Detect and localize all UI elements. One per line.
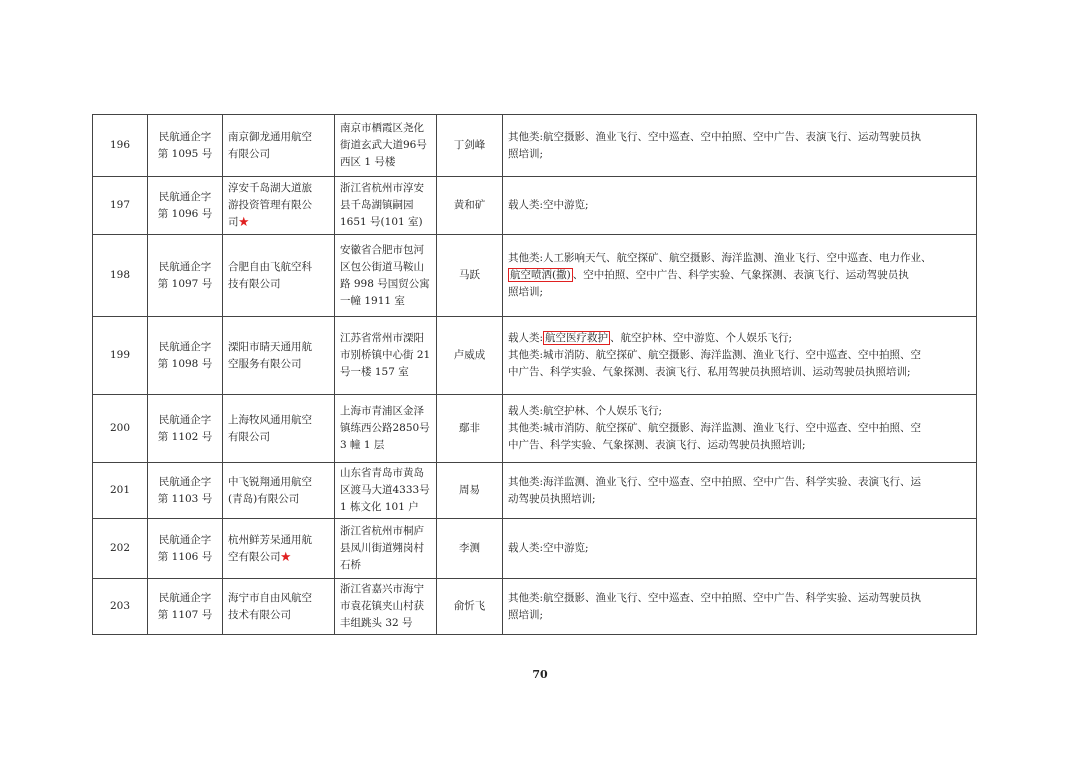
scope-text: 其他类:海洋监测、渔业飞行、空中巡查、空中拍照、空中广告、科学实验、表演飞行、运: [508, 475, 922, 488]
address-line: 市别桥镇中心街 21: [340, 349, 431, 361]
table-row: [93, 177, 977, 235]
table-body: [93, 115, 977, 635]
star-icon: ★: [280, 550, 291, 563]
legal-representative: 卢威成: [437, 317, 503, 395]
scope-text: 照培训;: [508, 608, 544, 621]
permit-line: 第 1103 号: [157, 492, 213, 505]
address-line: 南京市栖霞区尧化: [340, 122, 424, 134]
address-line: 街道玄武大道96号: [340, 139, 427, 151]
scope-text: 载人类:空中游览;: [508, 199, 589, 211]
company-line: 淳安千岛湖大道旅: [228, 182, 312, 194]
business-scope: [503, 519, 977, 579]
scope-line: [508, 197, 971, 214]
scope-text: 中广告、科学实验、气象探测、表演飞行、运动驾驶员执照培训;: [508, 439, 806, 451]
business-scope: [503, 115, 977, 177]
legal-representative: 李测: [437, 519, 503, 579]
company-line: 海宁市自由风航空: [228, 591, 312, 604]
company-line: 溧阳市睛天通用航: [228, 340, 312, 353]
company-line: 合肥自由飞航空科: [228, 260, 312, 273]
permit-line: 第 1095 号: [157, 147, 213, 160]
business-scope: [503, 235, 977, 317]
address-line: 县凤川街道翙岗村: [340, 542, 424, 554]
row-number: 202: [93, 519, 148, 579]
address-line: 区包公街道马鞍山: [340, 260, 424, 273]
scope-line: [508, 330, 971, 347]
company-line: 技有限公司: [228, 277, 281, 290]
company-table: [92, 114, 977, 635]
table-row: [93, 395, 977, 463]
highlight-box: 航空医疗救护: [545, 332, 609, 344]
scope-text: 其他类:航空摄影、渔业飞行、空中巡查、空中拍照、空中广告、表演飞行、运动驾驶员执: [508, 130, 922, 143]
scope-line: [508, 347, 971, 364]
company-line: 技术有限公司: [228, 608, 291, 621]
star-icon: ★: [238, 216, 249, 228]
address-line: 1651 号(101 室): [340, 216, 423, 228]
row-number: 196: [93, 115, 148, 177]
scope-line: [508, 250, 971, 267]
table-row: [93, 317, 977, 395]
row-number: 199: [93, 317, 148, 395]
address-line: 石桥: [340, 559, 361, 571]
scope-text: 、空中拍照、空中广告、科学实验、气象探测、表演飞行、运动驾驶员执: [572, 269, 909, 281]
company-line: 上海牧风通用航空: [228, 413, 312, 426]
company-name: [223, 177, 335, 235]
company-name: [223, 317, 335, 395]
business-scope: [503, 177, 977, 235]
permit-line: 第 1098 号: [157, 357, 213, 370]
address: [335, 579, 437, 635]
address-line: 区渡马大道4333号: [340, 484, 430, 496]
address-line: 安徽省合肥市包河: [340, 243, 424, 256]
legal-representative: 周易: [437, 463, 503, 519]
business-scope: [503, 395, 977, 463]
permit-number: [148, 317, 223, 395]
company-name: [223, 463, 335, 519]
scope-text: 其他类:城市消防、航空探矿、航空摄影、海洋监测、渔业飞行、空中巡查、空中拍照、空: [508, 422, 922, 434]
table-row: [93, 579, 977, 635]
company-name: [223, 579, 335, 635]
table-row: [93, 115, 977, 177]
row-number: 203: [93, 579, 148, 635]
address-line: 市袁花镇夹山村获: [340, 600, 424, 612]
table-row: [93, 235, 977, 317]
permit-number: [148, 177, 223, 235]
address-line: 浙江省嘉兴市海宁: [340, 583, 424, 595]
scope-text: 中广告、科学实验、气象探测、表演飞行、私用驾驶员执照培训、运动驾驶员执照培训;: [508, 366, 911, 378]
business-scope: [503, 463, 977, 519]
address-line: 县千岛湖镇嗣园: [340, 199, 414, 211]
scope-line: [508, 437, 971, 454]
legal-representative: 俞忻飞: [437, 579, 503, 635]
company-name: [223, 235, 335, 317]
address-line: 一幢 1911 室: [340, 294, 405, 307]
scope-text: 、航空护林、空中游览、个人娱乐飞行;: [610, 332, 793, 344]
scope-line: [508, 474, 971, 491]
address: [335, 519, 437, 579]
permit-line: 民航通企字: [158, 340, 212, 353]
scope-line: [508, 403, 971, 420]
permit-line: 民航通企字: [158, 190, 212, 203]
address-line: 3 幢 1 层: [340, 439, 385, 451]
company-line: 杭州鲜芳呆通用航: [228, 533, 312, 546]
address: [335, 177, 437, 235]
scope-line: [508, 284, 971, 301]
address: [335, 463, 437, 519]
scope-text: 其他类:航空摄影、渔业飞行、空中巡查、空中拍照、空中广告、科学实验、运动驾驶员执: [508, 591, 922, 604]
permit-line: 第 1096 号: [157, 207, 213, 220]
scope-text: 载人类:: [508, 332, 544, 344]
address-line: 上海市青浦区金泽: [340, 405, 424, 417]
company-line: 中飞锐翔通用航空: [228, 475, 312, 488]
legal-representative: 丁剑峰: [437, 115, 503, 177]
scope-text: 照培训;: [508, 147, 544, 160]
address: [335, 395, 437, 463]
permit-line: 民航通企字: [158, 130, 212, 143]
business-scope: [503, 317, 977, 395]
row-number: 197: [93, 177, 148, 235]
address: [335, 115, 437, 177]
permit-number: [148, 463, 223, 519]
address-line: 江苏省常州市溧阳: [340, 332, 424, 344]
row-number: 200: [93, 395, 148, 463]
legal-representative: 马跃: [437, 235, 503, 317]
permit-number: [148, 395, 223, 463]
scope-text: 动驾驶员执照培训;: [508, 492, 596, 505]
company-line: 有限公司: [228, 430, 270, 443]
company-name: [223, 519, 335, 579]
highlight-box: 航空喷洒(撒): [510, 269, 571, 281]
permit-line: 第 1102 号: [157, 430, 213, 443]
scope-line: [508, 607, 971, 624]
scope-text: 其他类:城市消防、航空探矿、航空摄影、海洋监测、渔业飞行、空中巡查、空中拍照、空: [508, 349, 922, 361]
company-name: [223, 115, 335, 177]
address-line: 西区 1 号楼: [340, 156, 396, 168]
permit-number: [148, 579, 223, 635]
business-scope: [503, 579, 977, 635]
company-line: 有限公司: [228, 147, 270, 160]
scope-text: 载人类:航空护林、个人娱乐飞行;: [508, 405, 663, 417]
row-number: 198: [93, 235, 148, 317]
permit-number: [148, 235, 223, 317]
permit-line: 民航通企字: [158, 475, 212, 488]
company-line: 司★: [228, 216, 249, 228]
permit-line: 民航通企字: [158, 413, 212, 426]
permit-line: 第 1107 号: [157, 608, 213, 621]
table-row: [93, 463, 977, 519]
address-line: 山东省青岛市黄岛: [340, 467, 424, 479]
table-row: [93, 519, 977, 579]
scope-line: [508, 590, 971, 607]
permit-line: 第 1106 号: [157, 550, 213, 563]
address-line: 浙江省杭州市淳安: [340, 182, 424, 194]
company-line: 南京御龙通用航空: [228, 130, 312, 143]
company-line: 游投资管理有限公: [228, 199, 312, 211]
scope-line: [508, 540, 971, 557]
legal-representative: 鄢非: [437, 395, 503, 463]
address-line: 镇练西公路2850号: [340, 422, 430, 434]
scope-line: [508, 146, 971, 163]
scope-text: 其他类:人工影响天气、航空探矿、航空摄影、海洋监测、渔业飞行、空中巡查、电力作业、: [508, 252, 932, 264]
address-line: 1 栋文化 101 户: [340, 501, 419, 513]
row-number: 201: [93, 463, 148, 519]
address: [335, 235, 437, 317]
address-line: 号一楼 157 室: [340, 366, 409, 378]
scope-line: [508, 129, 971, 146]
company-line: (青岛)有限公司: [228, 492, 300, 505]
scope-line: [508, 267, 971, 284]
permit-line: 民航通企字: [158, 533, 212, 546]
company-line: 空服务有限公司: [228, 357, 302, 370]
address: [335, 317, 437, 395]
page-number: 70: [532, 668, 548, 681]
legal-representative: 黄和矿: [437, 177, 503, 235]
company-name: [223, 395, 335, 463]
permit-line: 民航通企字: [158, 260, 212, 273]
address-line: 丰组跳头 32 号: [340, 617, 413, 629]
permit-line: 民航通企字: [158, 591, 212, 604]
scope-text: 照培训;: [508, 286, 544, 298]
permit-number: [148, 115, 223, 177]
permit-number: [148, 519, 223, 579]
permit-line: 第 1097 号: [157, 277, 213, 290]
scope-line: [508, 491, 971, 508]
company-line: 空有限公司★: [228, 550, 291, 563]
address-line: 路 998 号国贸公寓: [340, 277, 430, 290]
scope-text: 载人类:空中游览;: [508, 542, 589, 554]
address-line: 浙江省杭州市桐庐: [340, 525, 424, 537]
scope-line: [508, 364, 971, 381]
scope-line: [508, 420, 971, 437]
